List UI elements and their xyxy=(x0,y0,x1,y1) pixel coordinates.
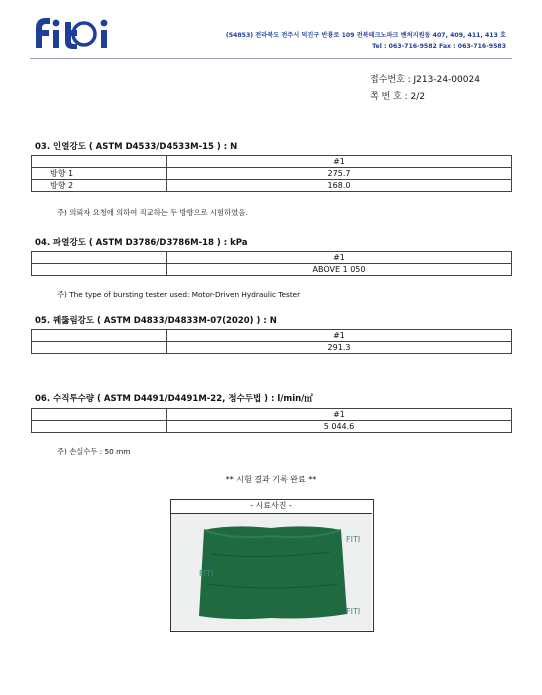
fiti-logo xyxy=(30,14,120,50)
header-divider xyxy=(30,58,512,59)
table-row xyxy=(32,180,512,192)
company-contact: Tel : 063-716-9582 Fax : 063-716-9583 xyxy=(372,43,506,50)
sample-photo-title: - 시료사진 - xyxy=(170,499,372,514)
row-value: 168.0 xyxy=(167,180,512,192)
table-row xyxy=(32,264,512,276)
table-row xyxy=(32,342,512,354)
table-row xyxy=(32,421,512,433)
section-title-puncture-strength: 05. 꿰뚫림강도 ( ASTM D4833/D4833M-07(2020) ) : N xyxy=(35,316,277,326)
row-value: 291.3 xyxy=(167,342,512,354)
row-value: 275.7 xyxy=(167,168,512,180)
sample-photo xyxy=(171,514,372,630)
table-corner-cell xyxy=(32,252,167,264)
row-label xyxy=(32,421,167,433)
section-note: 주) The type of bursting tester used: Motor-Driven Hydraulic Tester xyxy=(57,290,301,299)
row-label: 방향 2 xyxy=(32,180,167,192)
watermark-icon: FITI xyxy=(346,535,361,544)
watermark-icon: FITI xyxy=(346,607,361,616)
column-header: #1 xyxy=(167,156,512,168)
section-title-bursting-strength: 04. 파열강도 ( ASTM D3786/D3786M-18 ) : kPa xyxy=(35,238,248,248)
section-title-permittivity: 06. 수직투수량 ( ASTM D4491/D4491M-22, 정수두법 ) : l/min/㎡ xyxy=(35,394,313,404)
row-value: 5 044.6 xyxy=(167,421,512,433)
table-header-row xyxy=(32,156,512,168)
table-header-row xyxy=(32,409,512,421)
table-header-row xyxy=(32,252,512,264)
row-label xyxy=(32,342,167,354)
table-row xyxy=(32,168,512,180)
table-corner-cell xyxy=(32,409,167,421)
row-label: 방향 1 xyxy=(32,168,167,180)
company-address: (54853) 전라북도 전주시 덕진구 반룡로 109 전북테크노파크 벤처지원동 407, 409, 411, 413 호 xyxy=(225,32,506,39)
table-corner-cell xyxy=(32,156,167,168)
row-value: ABOVE 1 050 xyxy=(167,264,512,276)
receipt-number: 접수번호 : J213-24-00024 xyxy=(370,75,480,85)
column-header: #1 xyxy=(167,330,512,342)
table-corner-cell xyxy=(32,330,167,342)
end-of-results: ** 시험 결과 기록 완료 ** xyxy=(225,475,317,484)
table-header-row xyxy=(32,330,512,342)
bursting-strength-table xyxy=(31,251,512,276)
permittivity-table xyxy=(31,408,512,433)
puncture-strength-table xyxy=(31,329,512,354)
section-note: 주) 손실수두 : 50 mm xyxy=(57,447,131,456)
column-header: #1 xyxy=(167,409,512,421)
section-note: 주) 의뢰자 요청에 의하여 직교하는 두 방향으로 시험하였음. xyxy=(57,208,248,217)
tear-strength-table xyxy=(31,155,512,192)
watermark-icon: FITI xyxy=(199,569,214,578)
column-header: #1 xyxy=(167,252,512,264)
page-number: 쪽 번 호 : 2/2 xyxy=(370,92,426,102)
row-label xyxy=(32,264,167,276)
sample-fabric-image xyxy=(171,514,372,630)
section-title-tear-strength: 03. 인열강도 ( ASTM D4533/D4533M-15 ) : N xyxy=(35,142,238,152)
